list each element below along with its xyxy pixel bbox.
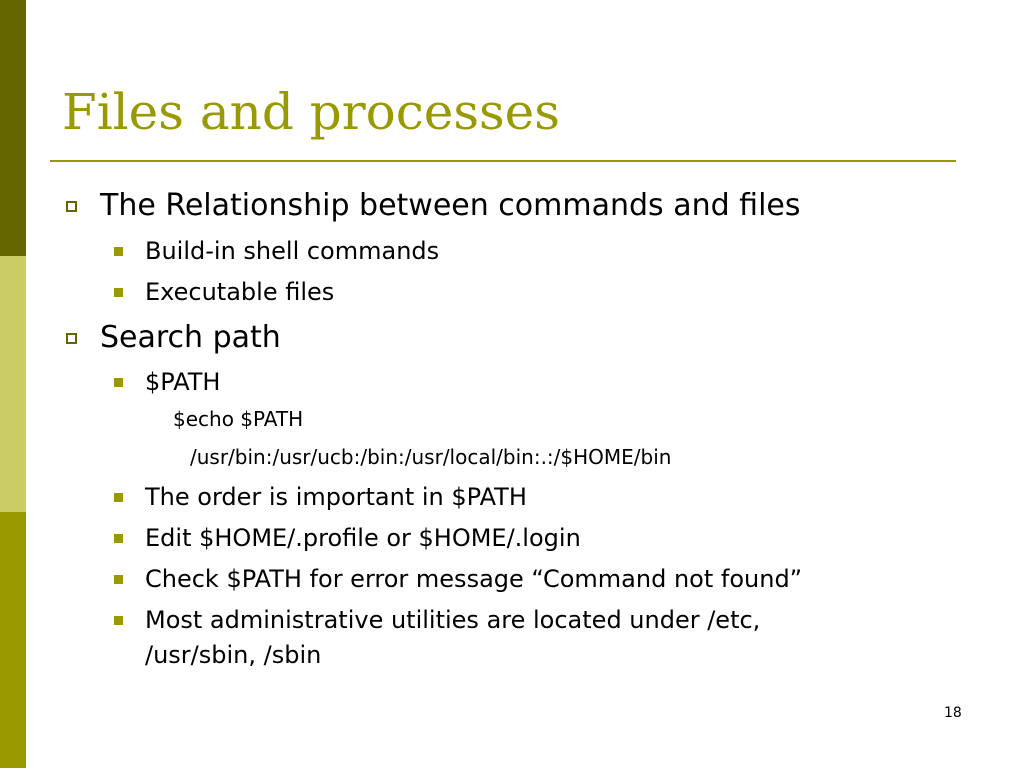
solid-square-bullet-icon — [114, 493, 123, 502]
sub-bullet-edit — [145, 523, 581, 553]
page-number: 18 — [944, 705, 962, 721]
bullet-text: Search path — [100, 320, 281, 355]
solid-square-bullet-icon — [114, 616, 123, 625]
solid-square-bullet-icon — [114, 378, 123, 387]
bullet-text: Edit $HOME/.profile or $HOME/.login — [145, 524, 581, 552]
sub-bullet-order — [145, 482, 527, 512]
sub-bullet-builtin — [145, 236, 439, 266]
sub-bullet-path-var — [145, 367, 220, 397]
bullet-text-line-2: /usr/sbin, /sbin — [145, 641, 322, 669]
solid-square-bullet-icon — [114, 288, 123, 297]
echo-command-text: $echo $PATH — [173, 407, 304, 431]
path-value-line — [190, 444, 671, 470]
bullet-text: The order is important in $PATH — [145, 483, 527, 511]
bullet-text: The Relationship between commands and files — [100, 188, 801, 223]
bullet-text: Executable files — [145, 278, 335, 306]
sub-bullet-admin-continuation — [145, 640, 321, 670]
hollow-square-bullet-icon — [66, 201, 77, 212]
sub-bullet-check — [145, 564, 802, 594]
sub-bullet-executable — [145, 277, 334, 307]
solid-square-bullet-icon — [114, 534, 123, 543]
bullet-search-path — [100, 320, 281, 356]
solid-square-bullet-icon — [114, 247, 123, 256]
bullet-text: Build-in shell commands — [145, 237, 440, 265]
bullet-text: $PATH — [145, 368, 221, 396]
echo-command-line — [173, 406, 303, 432]
solid-square-bullet-icon — [114, 575, 123, 584]
bullet-text: Check $PATH for error message “Command not found” — [145, 565, 803, 593]
hollow-square-bullet-icon — [66, 333, 77, 344]
path-value-text: /usr/bin:/usr/ucb:/bin:/usr/local/bin:.:/$HOME/bin — [190, 445, 672, 469]
sub-bullet-admin — [145, 605, 760, 635]
bullet-relationship — [100, 188, 801, 224]
slide-title: Files and processes — [62, 83, 560, 141]
bullet-text-line-1: Most administrative utilities are located under /etc, — [145, 606, 761, 634]
